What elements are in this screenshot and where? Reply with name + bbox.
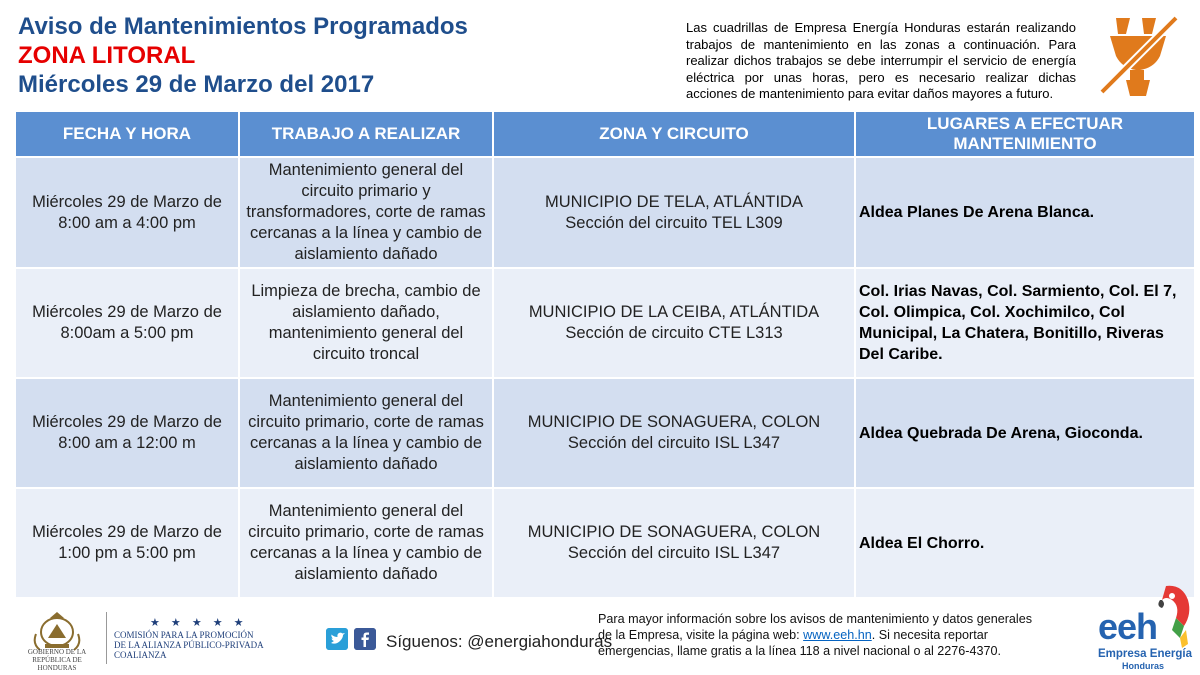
row-circuito: Sección del circuito TEL L309 bbox=[565, 213, 783, 232]
row-work: Mantenimiento general del circuito primario, corte de ramas cercanas a la línea y cambio de aislamiento dañado bbox=[239, 488, 493, 598]
maintenance-table bbox=[14, 110, 1196, 599]
row-time: 1:00 pm a 5:00 pm bbox=[58, 544, 196, 562]
table-header-row bbox=[15, 111, 1195, 157]
comision-label: COMISIÓN PARA LA PROMOCIÓN DE LA ALIANZA PÚBLICO-PRIVADA COALIANZA bbox=[114, 630, 264, 660]
row-municipio: MUNICIPIO DE SONAGUERA, COLON bbox=[527, 413, 821, 431]
row-work: Mantenimiento general del circuito primario y transformadores, corte de ramas cercanas a la línea y cambio de aislamiento dañado bbox=[239, 157, 493, 268]
row-places: Aldea El Chorro. bbox=[855, 488, 1195, 598]
zone-title: ZONA LITORAL bbox=[18, 42, 196, 69]
row-places: Col. Irias Navas, Col. Sarmiento, Col. El 7, Col. Olimpica, Col. Xochimilco, Col Municipal, La Chatera, Bonitillo, Riveras Del Caribe. bbox=[855, 268, 1195, 378]
col-fecha-hora: FECHA Y HORA bbox=[15, 111, 239, 157]
no-electricity-icon bbox=[1096, 12, 1182, 98]
page-title: Aviso de Mantenimientos Programados bbox=[18, 13, 468, 40]
row-circuito: Sección del circuito ISL L347 bbox=[567, 544, 781, 562]
row-work: Limpieza de brecha, cambio de aislamiento dañado, mantenimiento general del circuito troncal bbox=[239, 268, 493, 378]
row-zone bbox=[493, 268, 855, 378]
row-date-time bbox=[15, 268, 239, 378]
row-date: Miércoles 29 de Marzo de bbox=[32, 413, 222, 431]
row-work: Mantenimiento general del circuito primario, corte de ramas cercanas a la línea y cambio de aislamiento dañado bbox=[239, 378, 493, 488]
footer bbox=[0, 600, 1200, 675]
website-link[interactable]: www.eeh.hn bbox=[803, 628, 872, 642]
info-suffix: . Si necesita reportar emergencias, llame gratis a la línea 118 a nivel nacional o al 2276-4370. bbox=[598, 628, 1002, 658]
row-date-time bbox=[15, 157, 239, 268]
row-places: Aldea Planes De Arena Blanca. bbox=[855, 157, 1195, 268]
info-text bbox=[598, 611, 1038, 659]
siguenos-label: Síguenos: @energiahonduras bbox=[386, 632, 613, 651]
row-places: Aldea Quebrada De Arena, Gioconda. bbox=[855, 378, 1195, 488]
col-lugares: LUGARES A EFECTUAR MANTENIMIENTO bbox=[855, 111, 1195, 157]
row-date: Miércoles 29 de Marzo de bbox=[32, 303, 222, 321]
row-circuito: Sección de circuito CTE L313 bbox=[565, 324, 783, 342]
col-trabajo: TRABAJO A REALIZAR bbox=[239, 111, 493, 157]
row-date-time bbox=[15, 488, 239, 598]
row-zone bbox=[493, 157, 855, 268]
row-time: 8:00 am a 4:00 pm bbox=[58, 213, 196, 232]
row-date: Miércoles 29 de Marzo de bbox=[32, 192, 222, 211]
table-row bbox=[15, 378, 1195, 488]
gobierno-label: GOBIERNO DE LA REPÚBLICA DE HONDURAS bbox=[27, 648, 87, 672]
row-zone bbox=[493, 488, 855, 598]
row-municipio: MUNICIPIO DE LA CEIBA, ATLÁNTIDA bbox=[528, 303, 820, 321]
row-zone bbox=[493, 378, 855, 488]
eeh-brand-word: eeh bbox=[1098, 606, 1158, 647]
eeh-brand-country: Honduras bbox=[1122, 661, 1165, 671]
row-time: 8:00 am a 12:00 m bbox=[58, 434, 196, 452]
twitter-icon[interactable] bbox=[326, 628, 348, 650]
footer-divider bbox=[106, 612, 107, 664]
date-title: Miércoles 29 de Marzo del 2017 bbox=[18, 71, 375, 98]
eeh-brand-name: Empresa Energía bbox=[1098, 648, 1192, 660]
stars-decoration: ★ ★ ★ ★ ★ bbox=[150, 617, 248, 629]
facebook-icon[interactable] bbox=[354, 628, 376, 650]
table-row bbox=[15, 157, 1195, 268]
info-prefix: Para mayor información sobre los avisos de mantenimiento y datos generales de la Empresa, visite la página web: bbox=[598, 612, 1033, 642]
intro-text: Las cuadrillas de Empresa Energía Honduras estarán realizando trabajos de mantenimiento en las zonas a continuación. Para realizar dichos trabajos se debe interrumpir el servicio de energía eléctrica por unas horas, pero es necesario realizar dichas acciones de mantenimiento para evitar daños mayores a futuro. bbox=[686, 20, 1076, 102]
row-time: 8:00am a 5:00 pm bbox=[60, 324, 194, 342]
table-row bbox=[15, 488, 1195, 598]
header bbox=[18, 12, 468, 99]
row-municipio: MUNICIPIO DE SONAGUERA, COLON bbox=[527, 523, 821, 541]
col-zona-circuito: ZONA Y CIRCUITO bbox=[493, 111, 855, 157]
table-row bbox=[15, 268, 1195, 378]
row-municipio: MUNICIPIO DE TELA, ATLÁNTIDA bbox=[545, 192, 803, 211]
row-date: Miércoles 29 de Marzo de bbox=[32, 523, 222, 541]
row-date-time bbox=[15, 378, 239, 488]
row-circuito: Sección del circuito ISL L347 bbox=[567, 434, 781, 452]
